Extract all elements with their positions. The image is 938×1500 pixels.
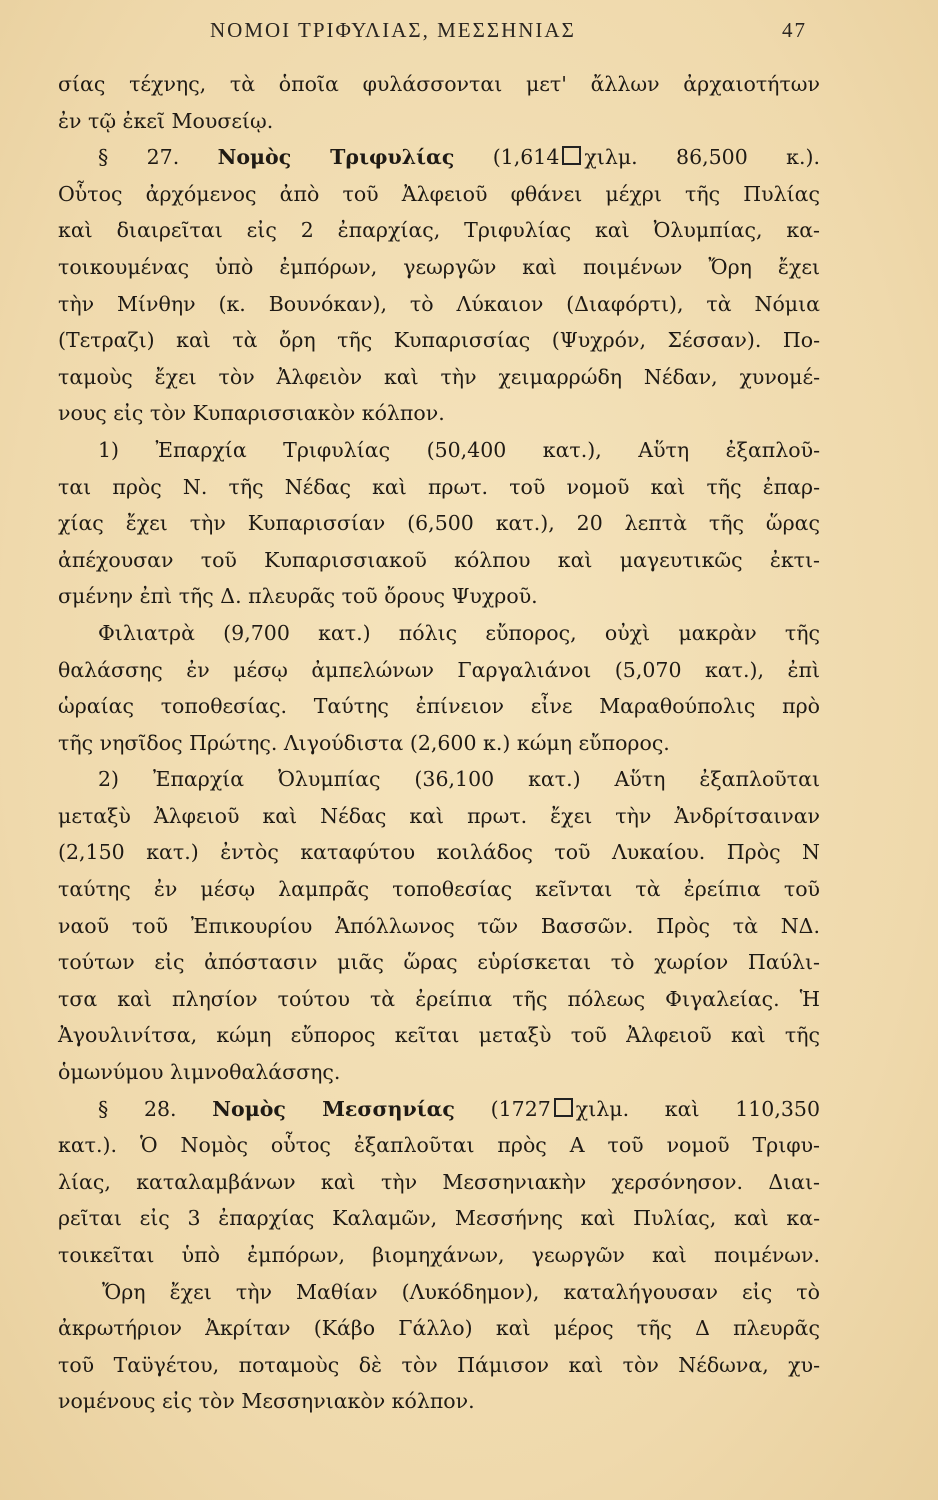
- text-line: θαλάσσης ἐν μέσῳ ἀμπελώνων Γαργαλιάνοι (5,070 κατ.), ἐπὶ: [58, 657, 820, 682]
- text-line: ναοῦ τοῦ Ἐπικουρίου Ἀπόλλωνος τῶν Βασσῶν. Πρὸς τὰ ΝΔ.: [58, 913, 820, 938]
- section-title: Νομὸς Μεσσηνίας: [212, 1096, 455, 1121]
- text-line: νους εἰς τὸν Κυπαρισσιακὸν κόλπον.: [58, 401, 445, 426]
- text-line: ται πρὸς Ν. τῆς Νέδας καὶ πρωτ. τοῦ νομοῦ καὶ τῆς ἐπαρ-: [58, 474, 820, 499]
- text-line: μεταξὺ Ἀλφειοῦ καὶ Νέδας καὶ πρωτ. ἔχει τὴν Ἀνδρίτσαιναν: [58, 803, 820, 828]
- text-line: 2) Ἐπαρχία Ὀλυμπίας (36,100 κατ.) Αὕτη ἐξαπλοῦται: [98, 767, 820, 792]
- square-symbol: [554, 1098, 573, 1117]
- text-line: (2,150 κατ.) ἐντὸς καταφύτου κοιλάδος τοῦ Λυκαίου. Πρὸς Ν: [58, 840, 820, 865]
- text-line: ὁμωνύμου λιμνοθαλάσσης.: [58, 1060, 341, 1085]
- text-line: τοῦ Ταϋγέτου, ποταμοὺς δὲ τὸν Πάμισον καὶ τὸν Νέδωνα, χυ-: [58, 1352, 820, 1377]
- text-line: τοικεῖται ὑπὸ ἐμπόρων, βιομηχάνων, γεωργῶν καὶ ποιμένων.: [58, 1243, 820, 1267]
- text-line: Ἀγουλινίτσα, κώμη εὔπορος κεῖται μεταξὺ τοῦ Ἀλφειοῦ καὶ τῆς: [58, 1023, 820, 1048]
- page-header: [0, 14, 938, 48]
- text-line: τὴν Μίνθην (κ. Βουνόκαν), τὸ Λύκαιον (Διαφόρτι), τὰ Νόμια: [58, 291, 820, 316]
- text-line: τοικουμένας ὑπὸ ἐμπόρων, γεωργῶν καὶ ποιμένων Ὄρη ἔχει: [58, 254, 820, 279]
- section-heading-27: § 27. Νομὸς Τριφυλίας (1,614 χιλμ. 86,500 κ.).: [98, 145, 820, 170]
- text-line: κατ.). Ὁ Νομὸς οὗτος ἐξαπλοῦται πρὸς Α τοῦ νομοῦ Τριφυ-: [58, 1133, 820, 1158]
- text-line: ταύτης ἐν μέσῳ λαμπρᾶς τοποθεσίας κεῖνται τὰ ἐρείπια τοῦ: [58, 877, 820, 902]
- text-line: ἀκρωτήριον Ἀκρίταν (Κάβο Γάλλο) καὶ μέρος τῆς Δ πλευρᾶς: [58, 1316, 820, 1341]
- text-line: ἐν τῷ ἐκεῖ Μουσείῳ.: [58, 108, 274, 133]
- text-line: Ὄρη ἔχει τὴν Μαθίαν (Λυκόδημον), καταλήγουσαν εἰς τὸ: [102, 1279, 820, 1304]
- text-line: τούτων εἰς ἀπόστασιν μιᾶς ὥρας εὑρίσκεται τὸ χωρίον Παύλι-: [58, 950, 820, 975]
- section-title: Νομὸς Τριφυλίας: [217, 145, 455, 170]
- text-line: ταμοὺς ἔχει τὸν Ἀλφειὸν καὶ τὴν χειμαρρώδη Νέδαν, χυνομέ-: [58, 364, 820, 389]
- page-number: 47: [782, 18, 807, 42]
- text-line: (Τετραζι) καὶ τὰ ὄρη τῆς Κυπαρισσίας (Ψυχρόν, Σέσσαν). Πο-: [58, 328, 820, 353]
- text-line: Φιλιατρὰ (9,700 κατ.) πόλις εὔπορος, οὐχὶ μακρὰν τῆς: [98, 620, 820, 645]
- square-symbol: [562, 146, 581, 165]
- section-heading-28: § 28. Νομὸς Μεσσηνίας (1727 χιλμ. καὶ 110,350: [98, 1096, 820, 1121]
- text-line: χίας ἔχει τὴν Κυπαρισσίαν (6,500 κατ.), 20 λεπτὰ τῆς ὥρας: [58, 511, 820, 536]
- text-line: ρεῖται εἰς 3 ἐπαρχίας Καλαμῶν, Μεσσήνης καὶ Πυλίας, καὶ κα-: [58, 1206, 820, 1231]
- text-line: σμένην ἐπὶ τῆς Δ. πλευρᾶς τοῦ ὄρους Ψυχροῦ.: [58, 584, 538, 609]
- text-line: ἀπέχουσαν τοῦ Κυπαρισσιακοῦ κόλπου καὶ μαγευτικῶς ἐκτι-: [58, 547, 820, 572]
- running-title: ΝΟΜΟΙ ΤΡΙΦΥΛΙΑΣ, ΜΕΣΣΗΝΙΑΣ: [210, 18, 576, 42]
- text-line: σίας τέχνης, τὰ ὁποῖα φυλάσσονται μετ' ἄλλων ἀρχαιοτήτων: [58, 72, 820, 96]
- text-line: λίας, καταλαμβάνων καὶ τὴν Μεσσηνιακὴν χερσόνησον. Διαι-: [58, 1169, 820, 1194]
- text-line: Οὗτος ἀρχόμενος ἀπὸ τοῦ Ἀλφειοῦ φθάνει μέχρι τῆς Πυλίας: [58, 181, 820, 206]
- text-line: ὡραίας τοποθεσίας. Ταύτης ἐπίνειον εἶνε Μαραθούπολις πρὸ: [58, 694, 820, 719]
- body-text: [58, 66, 820, 1420]
- text-line: 1) Ἐπαρχία Τριφυλίας (50,400 κατ.), Αὕτη ἐξαπλοῦ-: [98, 437, 820, 462]
- text-line: καὶ διαιρεῖται εἰς 2 ἐπαρχίας, Τριφυλίας καὶ Ὀλυμπίας, κα-: [58, 218, 820, 243]
- text-line: νομένους εἰς τὸν Μεσσηνιακὸν κόλπον.: [58, 1389, 475, 1414]
- text-line: τσα καὶ πλησίον τούτου τὰ ἐρείπια τῆς πόλεως Φιγαλείας. Ἡ: [58, 986, 820, 1011]
- text-line: τῆς νησῖδος Πρώτης. Λιγούδιστα (2,600 κ.) κώμη εὔπορος.: [58, 730, 670, 755]
